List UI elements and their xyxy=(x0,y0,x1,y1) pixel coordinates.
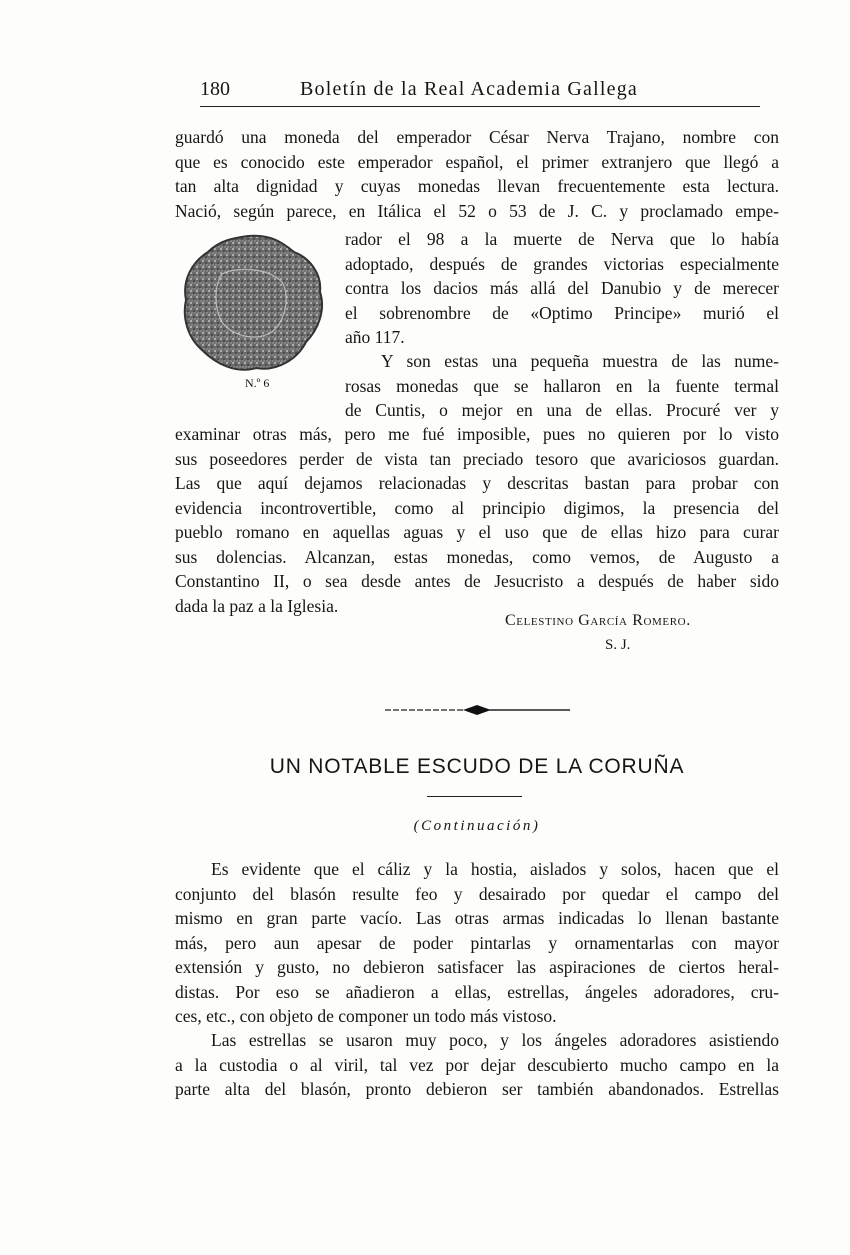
text-line: tan alta dignidad y cuyas monedas llevan frecuentemente esta lectura. xyxy=(175,176,779,196)
text-line: contra los dacios más allá del Danubio y de merecer xyxy=(345,278,779,298)
section-ornament xyxy=(385,700,570,720)
text-line: pueblo romano en aquellas aguas y el uso que de ellas hizo para curar xyxy=(175,522,779,542)
article1-paragraph-top xyxy=(175,125,779,223)
text-line: parte alta del blasón, pronto debieron ser también abandonados. Estrellas xyxy=(175,1079,779,1099)
article-title: UN NOTABLE ESCUDO DE LA CORUÑA xyxy=(269,755,685,778)
text-line: Nació, según parece, en Itálica el 52 o 53 de J. C. y proclamado empe- xyxy=(175,200,779,221)
text-line: examinar otras más, pero me fué imposible, pues no quieren por lo visto xyxy=(175,424,779,444)
text-line: Y son estas una pequeña muestra de las nume- xyxy=(381,351,779,371)
text-line: sus dolencias. Alcanzan, estas monedas, como vemos, de Augusto a xyxy=(175,546,779,567)
text-line: evidencia incontrovertible, como al principio digimos, la presencia del xyxy=(175,497,779,518)
article1-paragraph2-full xyxy=(175,422,779,618)
article2-paragraph2 xyxy=(175,1028,779,1102)
text-line: más, pero aun apesar de poder pintarlas y ornamentarlas con mayor xyxy=(175,932,779,953)
article1-paragraph-wrap xyxy=(345,227,779,350)
page-number: 180 xyxy=(200,78,230,100)
text-line: Las estrellas se usaron muy poco, y los ángeles adoradores asistiendo xyxy=(211,1030,779,1050)
title-rule xyxy=(427,796,522,797)
text-line: rador el 98 a la muerte de Nerva que lo había xyxy=(345,229,779,249)
text-line: sus poseedores perder de vista tan preciado tesoro que avariciosos guardan. xyxy=(175,448,779,469)
author-order: S. J. xyxy=(605,637,631,653)
text-line: a la custodia o al viril, tal vez por dejar descubierto mucho campo en la xyxy=(175,1054,779,1075)
text-line: año 117. xyxy=(345,327,405,347)
text-line: adoptado, después de grandes victorias especialmente xyxy=(345,253,779,274)
author-signature xyxy=(505,612,691,630)
text-line: dada la paz a la Iglesia. xyxy=(175,595,339,616)
text-line: Las que aquí dejamos relacionadas y descritas bastan para probar con xyxy=(175,473,779,493)
article1-paragraph2-wrap xyxy=(345,349,779,423)
text-line: rosas monedas que se hallaron en la fuente termal xyxy=(345,375,779,396)
author-name: Celestino García Romero. xyxy=(505,612,691,629)
coin-illustration xyxy=(178,230,328,380)
text-line: que es conocido este emperador español, el primer extranjero que llegó a xyxy=(175,151,779,172)
text-line: el sobrenombre de «Optimo Principe» murió el xyxy=(345,302,779,323)
text-line: conjunto del blasón resulte feo y desairado por quedar el campo del xyxy=(175,883,779,904)
text-line: Es evidente que el cáliz y la hostia, aislados y solos, hacen que el xyxy=(211,859,779,879)
text-line: de Cuntis, o mejor en una de ellas. Procuré ver y xyxy=(345,400,779,420)
text-line: distas. Por eso se añadieron a ellas, estrellas, ángeles adoradores, cru- xyxy=(175,981,779,1002)
article2-paragraph1 xyxy=(175,857,779,1029)
article-subtitle: (Continuación) xyxy=(413,818,541,834)
text-line: mismo en gran parte vacío. Las otras armas indicadas lo llenan bastante xyxy=(175,908,779,928)
running-header xyxy=(200,76,760,107)
coin-image xyxy=(178,230,328,380)
text-line: extensión y gusto, no debieron satisfacer las aspiraciones de ciertos heral- xyxy=(175,957,779,977)
text-line: guardó una moneda del emperador César Nerva Trajano, nombre con xyxy=(175,127,779,147)
coin-caption: N.º 6 xyxy=(245,376,270,390)
text-line: Constantino II, o sea desde antes de Jesucristo a después de haber sido xyxy=(175,571,779,591)
text-line: ces, etc., con objeto de componer un todo más vistoso. xyxy=(175,1006,557,1026)
running-title: Boletín de la Real Academia Gallega xyxy=(300,78,638,100)
